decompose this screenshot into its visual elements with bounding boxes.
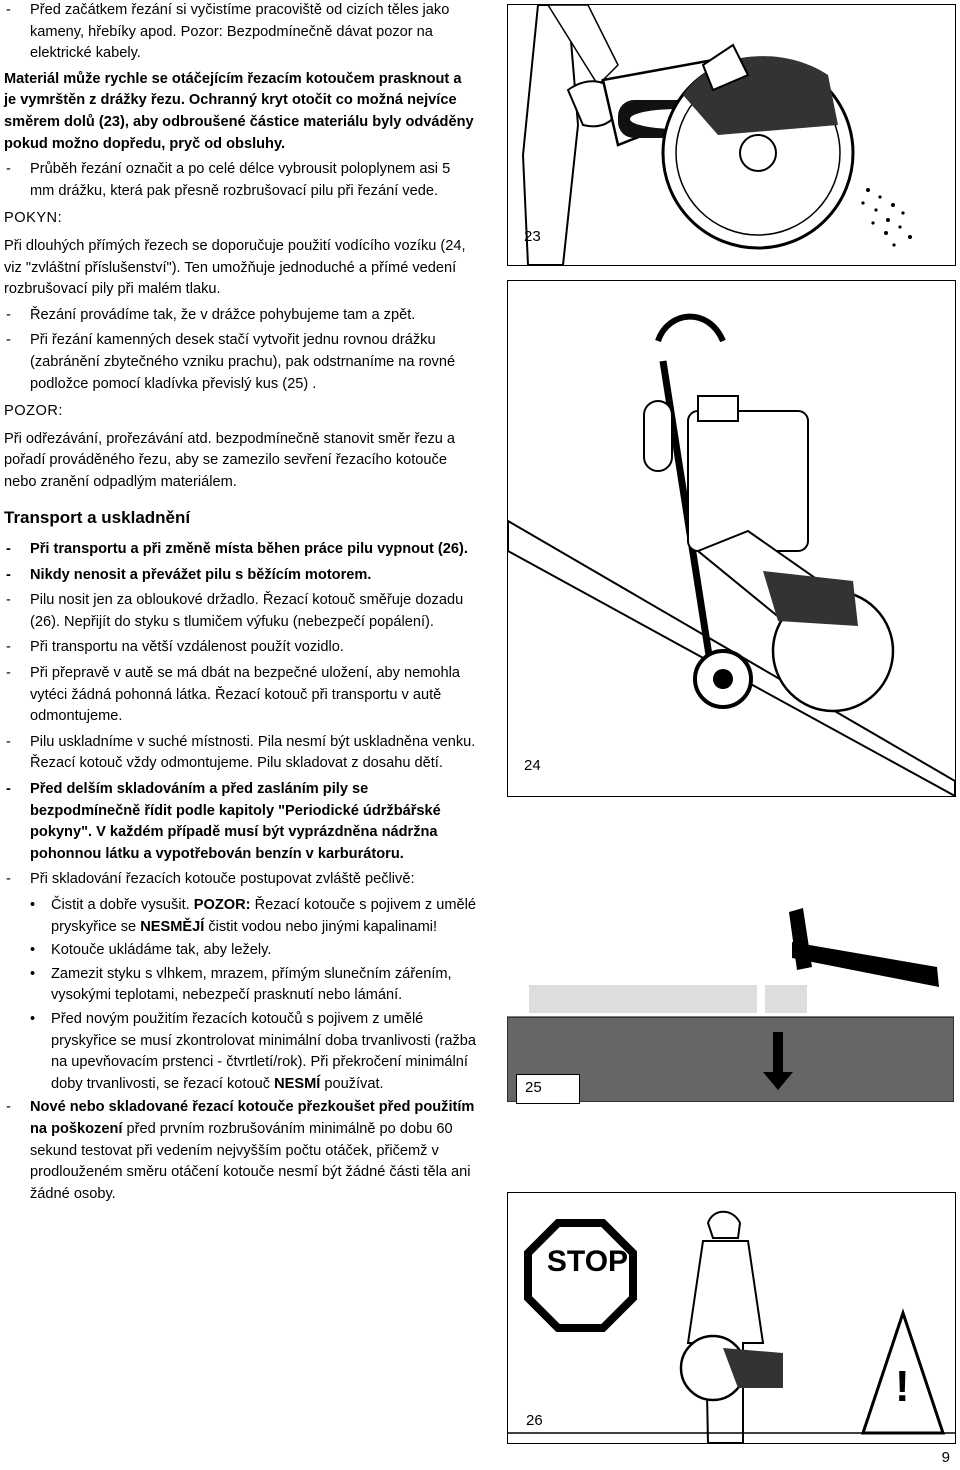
page-number: 9 <box>941 1449 950 1466</box>
bullet-item: • Zamezit styku s vlhkem, mrazem, přímým slunečním zářením, vysokými teplotami, nebezpečí prasknutí nebo lámání. <box>30 965 452 1004</box>
cutoff-saw-illustration <box>508 5 955 265</box>
list-item: - Průběh řezání označit a po celé délce vybrousit poloplynem asi 5 mm drážku, která pak přesně rozbrušovací pilu při řezání vede. <box>6 161 451 199</box>
text-column <box>4 0 476 1209</box>
bullet-item: • Kotouče ukládáme tak, aby ležely. <box>30 942 272 959</box>
list-item: - Při transportu a při změně místa běhen práce pilu vypnout (26). <box>6 541 468 558</box>
list-item: - Při přepravě v autě se má dbát na bezpečné uložení, aby nemohla vytéci žádná pohonná látka. Řezací kotouč při transportu v autě odmontujeme. <box>6 665 460 725</box>
note-label: POKYN: <box>4 210 63 227</box>
caution-paragraph: Při odřezávání, prořezávání atd. bezpodmínečně stanovit směr řezu a pořadí prováděného řezu, aby se zamezilo sevření řezacího kotouče nebo zranění odpadlým materiálem. <box>4 430 456 490</box>
guide-cart-illustration <box>508 281 955 796</box>
list-item: - Před delším skladováním a před zasláním pily se bezpodmínečně řídit podle kapitoly "Periodické údržbářské pokyny". V každém případě musí být vyprázdněna nádržna pohonnou látku a vypotřebován benzín v karburátoru. <box>6 781 441 862</box>
figure-24 <box>507 280 956 797</box>
section-heading: Transport a uskladnění <box>4 508 191 528</box>
warning-icon: ! <box>895 1362 910 1411</box>
bullet-item: • Čistit a dobře vysušit. POZOR: Řezací kotouče s pojivem z umělé pryskyřice se NESMĚJÍ čistit vodou nebo jinými kapalinami! <box>30 896 477 935</box>
list-item: - Nikdy nenosit a převážet pilu s běžícím motorem. <box>6 566 372 583</box>
figure-25 <box>507 872 954 1102</box>
stop-sign-label: STOP <box>546 1245 629 1278</box>
figure-number: 23 <box>524 228 541 245</box>
figure-number: 24 <box>524 757 541 774</box>
bullet-item: • Před novým použitím řezacích kotoučů s pojivem z umělé pryskyřice se musí zkontrolovat minimální doba trvanlivosti (ražba na upevňovacím prstenci - čtvrtletí/rok). Při překročení minimální doby trvanlivosti, se řezací kotouč NESMÍ používat. <box>30 1010 476 1092</box>
figure-number: 26 <box>526 1412 543 1429</box>
figure-23 <box>507 4 956 266</box>
hammer-slab-illustration <box>507 872 954 1102</box>
warning-paragraph: Materiál může rychle se otáčejícím řezacím kotoučem prasknout a je vymrštěn z drážky řezu. Ochranný kryt otočit co možná nejvíce směrem dolů (23), aby odbroušené částice materiálu byly odváděny pokud možno dopředu, pryč od obsluhy. <box>4 70 474 152</box>
note-paragraph: Při dlouhých přímých řezech se doporučuje použití vodícího vozíku (24, viz "zvláštní příslušenství"). Ten umožňuje jednoduché a přímé vedení rozbrušovací pily při malém tlaku. <box>4 237 466 298</box>
list-item: - Nové nebo skladované řezací kotouče přezkoušet před použitím na poškození před prvním rozbrušováním minimálně po dobu 60 sekund testovat při vedením nejvyšším počtu otáček, přičemž v prodlouženém směru otáčení kotouče nesmí být žádné části těla ani žádné osoby. <box>6 1099 475 1202</box>
transport-illustration <box>508 1193 955 1443</box>
list-item: - Při transportu na větší vzdálenost použít vozidlo. <box>6 639 344 656</box>
caution-label: POZOR: <box>4 403 63 420</box>
list-item: - Při skladování řezacích kotouče postupovat zvláště pečlivě: <box>6 871 415 888</box>
figure-26 <box>507 1192 956 1444</box>
figure-number: 25 <box>525 1079 542 1096</box>
list-item: - Pilu uskladníme v suché místnosti. Pila nesmí být uskladněna venku. Řezací kotouč vždy odmontujeme. Pilu skladovat z dosahu dětí. <box>6 733 476 772</box>
list-item: - Při řezání kamenných desek stačí vytvořit jednu rovnou drážku (zabránění zbytečného vzniku prachu), pak odstrnaníme na rovné podložce pomocí kladívka převislý kus (25) . <box>6 332 456 392</box>
list-item: - Řezání provádíme tak, že v drážce pohybujeme tam a zpět. <box>6 306 416 323</box>
figure-number-box <box>516 1074 580 1104</box>
list-item: - Pilu nosit jen za obloukové držadlo. Řezací kotouč směřuje dozadu (26). Nepřijít do styku s tlumičem výfuku (nebezpečí popálení). <box>6 592 464 630</box>
list-item: - Před začátkem řezání si vyčistíme pracoviště od cizích těles jako kameny, hřebíky apod. Pozor: Bezpodmínečně dávat pozor na elektrické kabely. <box>6 2 450 62</box>
